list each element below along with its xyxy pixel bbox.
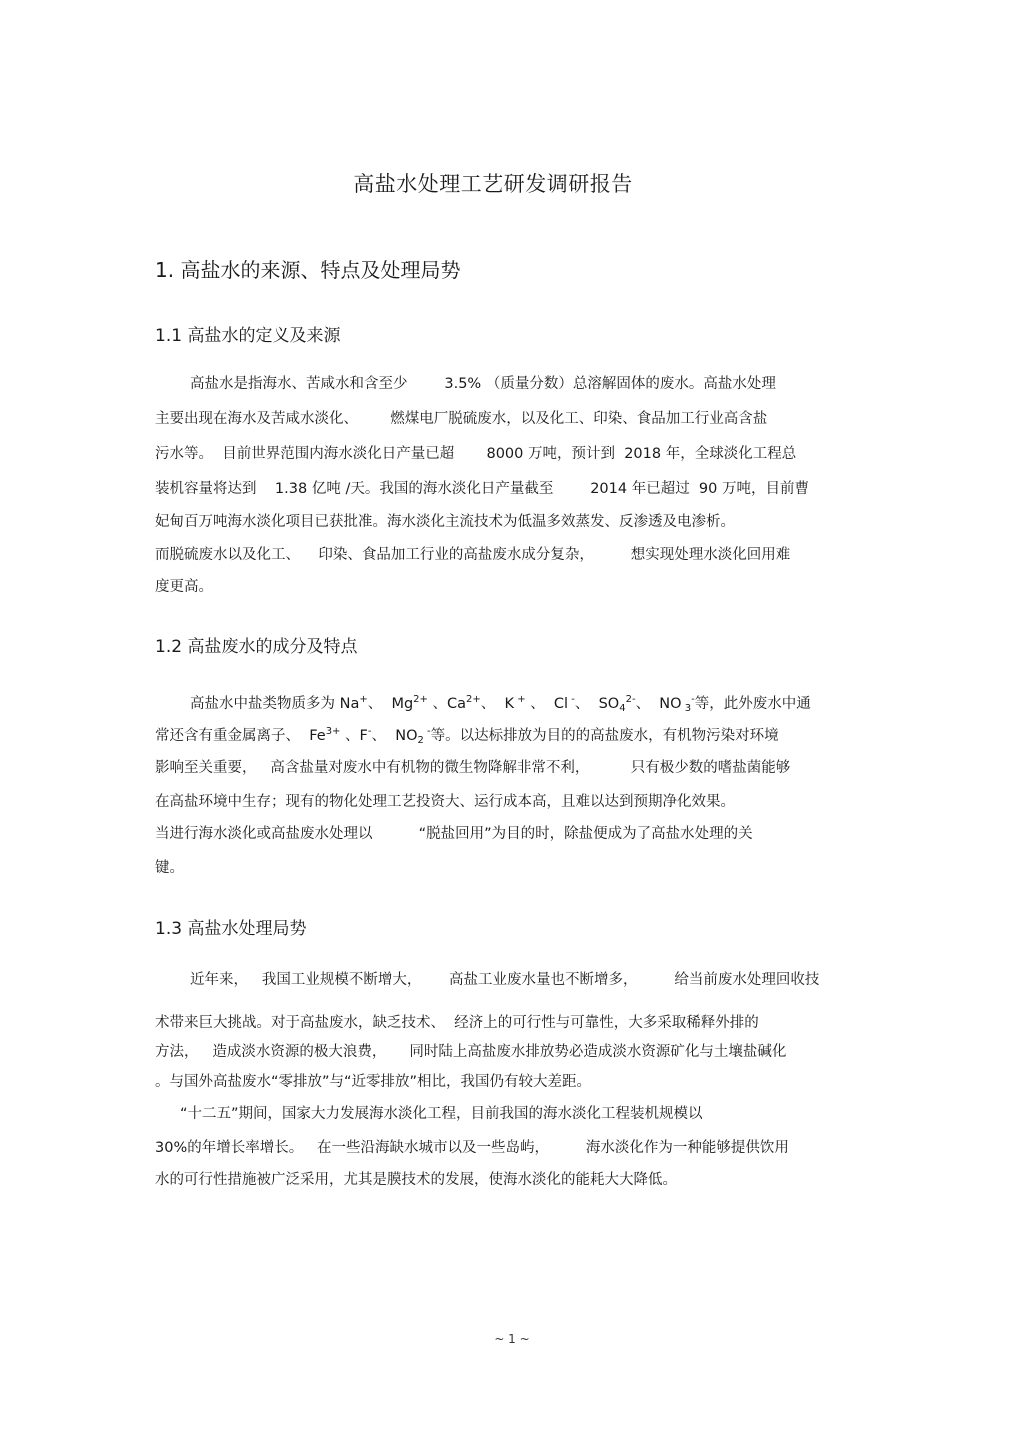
paragraph-line: 影响至关重要， 高含盐量对废水中有机物的微生物降解非常不利， 只有极少数的嗜盐菌能够 (155, 760, 791, 776)
paragraph-line: 30%的年增长率增长。 在一些沿海缺水城市以及一些岛屿， 海水淡化作为一种能够提供饮用 (155, 1140, 789, 1156)
superscript: - (691, 694, 695, 705)
paragraph-line: 方法， 造成淡水资源的极大浪费， 同时陆上高盐废水排放势必造成淡水资源矿化与土壤盐碱化 (155, 1044, 787, 1060)
paragraph-line: 高盐水是指海水、苦咸水和含至少 3.5% （质量分数）总溶解固体的废水。高盐水处理 (190, 376, 776, 392)
page-number: ~ 1 ~ (494, 1332, 530, 1346)
paragraph-line: 度更高。 (155, 579, 213, 595)
text-span: 、 Mg (367, 696, 414, 712)
paragraph-line: 污水等。 目前世界范围内海水淡化日产量已超 8000 万吨，预计到 2018 年，全球淡化工程总 (155, 446, 797, 462)
superscript: 2+ (413, 694, 428, 705)
text-span: 、 Cl (525, 696, 569, 712)
superscript: - (423, 726, 431, 737)
paragraph-line: 术带来巨大挑战。对于高盐废水，缺乏技术、 经济上的可行性与可靠性，大多采取稀释外排的 (155, 1015, 759, 1031)
text-span: 、 NO (635, 696, 682, 712)
subscript: 3 (681, 703, 692, 714)
text-span: 、Ca (427, 696, 467, 712)
text-span: 等，此外废水中通 (694, 696, 811, 712)
text-span: 高盐水中盐类物质多为 Na (190, 696, 360, 712)
text-span: 、F (340, 728, 368, 744)
paragraph-line: 近年来， 我国工业规模不断增大， 高盐工业废水量也不断增多， 给当前废水处理回收技 (190, 972, 820, 988)
superscript: + (514, 694, 526, 705)
subscript: 4 (619, 703, 626, 714)
subscript: 2 (417, 735, 424, 746)
superscript: - (367, 726, 372, 737)
text-span: 常还含有重金属离子、 Fe (155, 728, 326, 744)
superscript: 2+ (466, 694, 481, 705)
text-span: 、 NO (371, 728, 418, 744)
text-span: 等。以达标排放为目的的高盐废水，有机物污染对环境 (430, 728, 779, 744)
superscript: 3+ (325, 726, 341, 737)
section-heading-1-2: 1.2 高盐废水的成分及特点 (155, 637, 358, 657)
document-title: 高盐水处理工艺研发调研报告 (353, 172, 633, 196)
paragraph-line: 水的可行性措施被广泛采用，尤其是膜技术的发展，使海水淡化的能耗大大降低。 (155, 1172, 677, 1188)
text-span: 、 K (480, 696, 515, 712)
paragraph-line: “十二五”期间，国家大力发展海水淡化工程，目前我国的海水淡化工程装机规模以 (180, 1106, 703, 1122)
superscript: + (359, 694, 368, 705)
paragraph-line: 妃甸百万吨海水淡化项目已获批准。海水淡化主流技术为低温多效蒸发、反渗透及电渗析。 (155, 514, 735, 530)
section-heading-1: 1. 高盐水的来源、特点及处理局势 (155, 258, 461, 282)
paragraph-line: 键。 (155, 860, 184, 876)
text-span: 、 SO (574, 696, 620, 712)
paragraph-line-ions (190, 694, 811, 714)
paragraph-line: 而脱硫废水以及化工、 印染、食品加工行业的高盐废水成分复杂， 想实现处理水淡化回用难 (155, 547, 791, 563)
paragraph-line: 。与国外高盐废水“零排放”与“近零排放”相比，我国仍有较大差距。 (155, 1074, 592, 1090)
paragraph-line: 当进行海水淡化或高盐废水处理以 “脱盐回用”为目的时，除盐便成为了高盐水处理的关 (155, 826, 753, 842)
paragraph-line: 在高盐环境中生存；现有的物化处理工艺投资大、运行成本高，且难以达到预期净化效果。 (155, 794, 735, 810)
paragraph-line: 主要出现在海水及苦咸水淡化、 燃煤电厂脱硫废水，以及化工、印染、食品加工行业高含盐 (155, 411, 768, 427)
superscript: - (568, 694, 575, 705)
paragraph-line: 装机容量将达到 1.38 亿吨 /天。我国的海水淡化日产量截至 2014 年已超过 90 万吨，目前曹 (155, 481, 809, 497)
section-heading-1-1: 1.1 高盐水的定义及来源 (155, 326, 341, 346)
superscript: 2- (625, 694, 636, 705)
section-heading-1-3: 1.3 高盐水处理局势 (155, 919, 307, 939)
paragraph-line-ions-2 (155, 726, 779, 746)
